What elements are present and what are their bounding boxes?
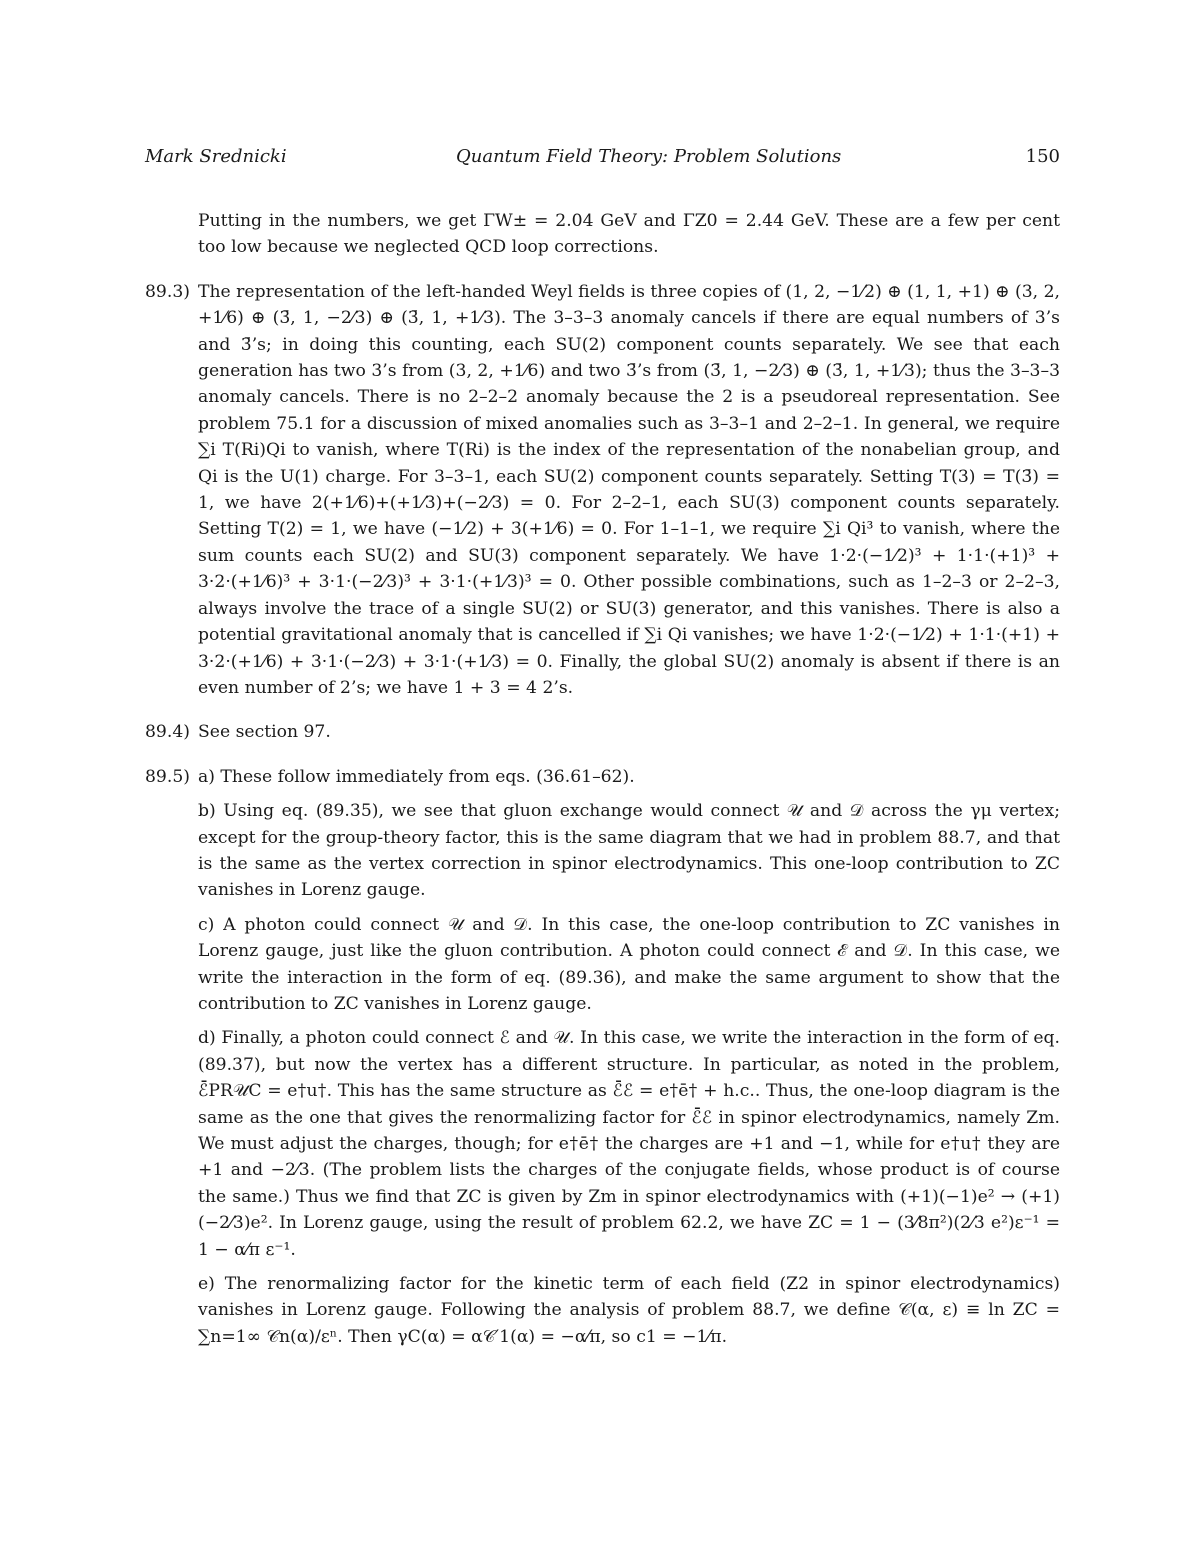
page-number: 150 <box>1025 146 1060 167</box>
problem-89-3 <box>145 279 1060 702</box>
problem-part-c: c) A photon could connect 𝒰 and 𝒟. In this case, the one-loop contribution to ZC vanishes in Lorenz gauge, just like the gluon contribution. A photon could connect ℰ and 𝒟. In this case, we write the interaction in the form of eq. (89.36), and make the same argument to show that the contribution to ZC vanishes in Lorenz gauge. <box>198 914 1060 1014</box>
problem-part-e: e) The renormalizing factor for the kinetic term of each field (Z2 in spinor electrodynamics) vanishes in Lorenz gauge. Following the analysis of problem 88.7, we define 𝒞(α, ε) ≡ ln ZC = ∑n=1∞ 𝒞n(α)/εⁿ. Then γC(α) = α𝒞′1(α) = −α⁄π, so c1 = −1⁄π. <box>198 1274 1060 1347</box>
header-title: Quantum Field Theory: Problem Solutions <box>456 146 842 167</box>
problem-89-5 <box>145 764 1060 790</box>
problem-number: 89.3) <box>145 281 190 302</box>
problem-89-4 <box>145 719 1060 745</box>
problem-text: The representation of the left-handed Weyl fields is three copies of (1, 2, −1⁄2) ⊕ (1, 1, +1) ⊕ (3, 2, +1⁄6) ⊕ (3̄, 1, −2⁄3) ⊕ (3̄, 1, +1⁄3). The 3–3–3 anomaly cancels if there are equal numbers of 3’s and 3̄’s; in doing this counting, each SU(2) component counts separately. We see that each generation has two 3’s from (3, 2, +1⁄6) and two 3̄’s from (3̄, 1, −2⁄3) ⊕ (3̄, 1, +1⁄3); thus the 3–3–3 anomaly cancels. There is no 2–2–2 anomaly because the 2 is a pseudoreal representation. See problem 75.1 for a discussion of mixed anomalies such as 3–3–1 and 2–2–1. In general, we require ∑i T(Ri)Qi to vanish, where T(Ri) is the index of the representation of the nonabelian group, and Qi is the U(1) charge. For 3–3–1, each SU(2) component counts separately. Setting T(3) = T(3̄) = 1, we have 2(+1⁄6)+(+1⁄3)+(−2⁄3) = 0. For 2–2–1, each SU(3) component counts separately. Setting T(2) = 1, we have (−1⁄2) + 3(+1⁄6) = 0. For 1–1–1, we require ∑i Qi³ to vanish, where the sum counts each SU(2) and SU(3) component separately. We have 1·2·(−1⁄2)³ + 1·1·(+1)³ + 3·2·(+1⁄6)³ + 3·1·(−2⁄3)³ + 3·1·(+1⁄3)³ = 0. Other possible combinations, such as 1–2–3 or 2–2–3, always involve the trace of a single SU(2) or SU(3) generator, and this vanishes. There is also a potential gravitational anomaly that is cancelled if ∑i Qi vanishes; we have 1·2·(−1⁄2) + 1·1·(+1) + 3·2·(+1⁄6) + 3·1·(−2⁄3) + 3·1·(+1⁄3) = 0. Finally, the global SU(2) anomaly is absent if there is an even number of 2’s; we have 1 + 3 = 4 2’s. <box>198 281 1060 698</box>
intro-paragraph: Putting in the numbers, we get ΓW± = 2.04 GeV and ΓZ0 = 2.44 GeV. These are a few per cent too low because we neglected QCD loop corrections. <box>198 211 1060 258</box>
problem-part-d: d) Finally, a photon could connect ℰ and 𝒰. In this case, we write the interaction in the form of eq. (89.37), but now the vertex has a different structure. In particular, as noted in the problem, ℰ̄PR𝒰C = e†u†. This has the same structure as ℰ̄ℰ = e†ē† + h.c.. Thus, the one-loop diagram is the same as the one that gives the renormalizing factor for ℰ̄ℰ in spinor electrodynamics, namely Zm. We must adjust the charges, though; for e†ē† the charges are +1 and −1, while for e†u† they are +1 and −2⁄3. (The problem lists the charges of the conjugate fields, whose product is of course the same.) Thus we find that ZC is given by Zm in spinor electrodynamics with (+1)(−1)e² → (+1)(−2⁄3)e². In Lorenz gauge, using the result of problem 62.2, we have ZC = 1 − (3⁄8π²)(2⁄3 e²)ε⁻¹ = 1 − α⁄π ε⁻¹. <box>198 1028 1060 1260</box>
header-author: Mark Srednicki <box>145 146 287 167</box>
page-header <box>145 146 1060 172</box>
problem-part-b: b) Using eq. (89.35), we see that gluon exchange would connect 𝒰 and 𝒟 across the γμ vertex; except for the group-theory factor, this is the same diagram that we had in problem 88.7, and that is the same as the vertex correction in spinor electrodynamics. This one-loop contribution to ZC vanishes in Lorenz gauge. <box>198 801 1060 901</box>
problem-number: 89.5) <box>145 766 190 787</box>
problem-number: 89.4) <box>145 722 190 743</box>
problem-text: See section 97. <box>198 722 331 743</box>
problem-part-a: a) These follow immediately from eqs. (36.61–62). <box>198 766 635 787</box>
page-body <box>145 208 1060 1358</box>
